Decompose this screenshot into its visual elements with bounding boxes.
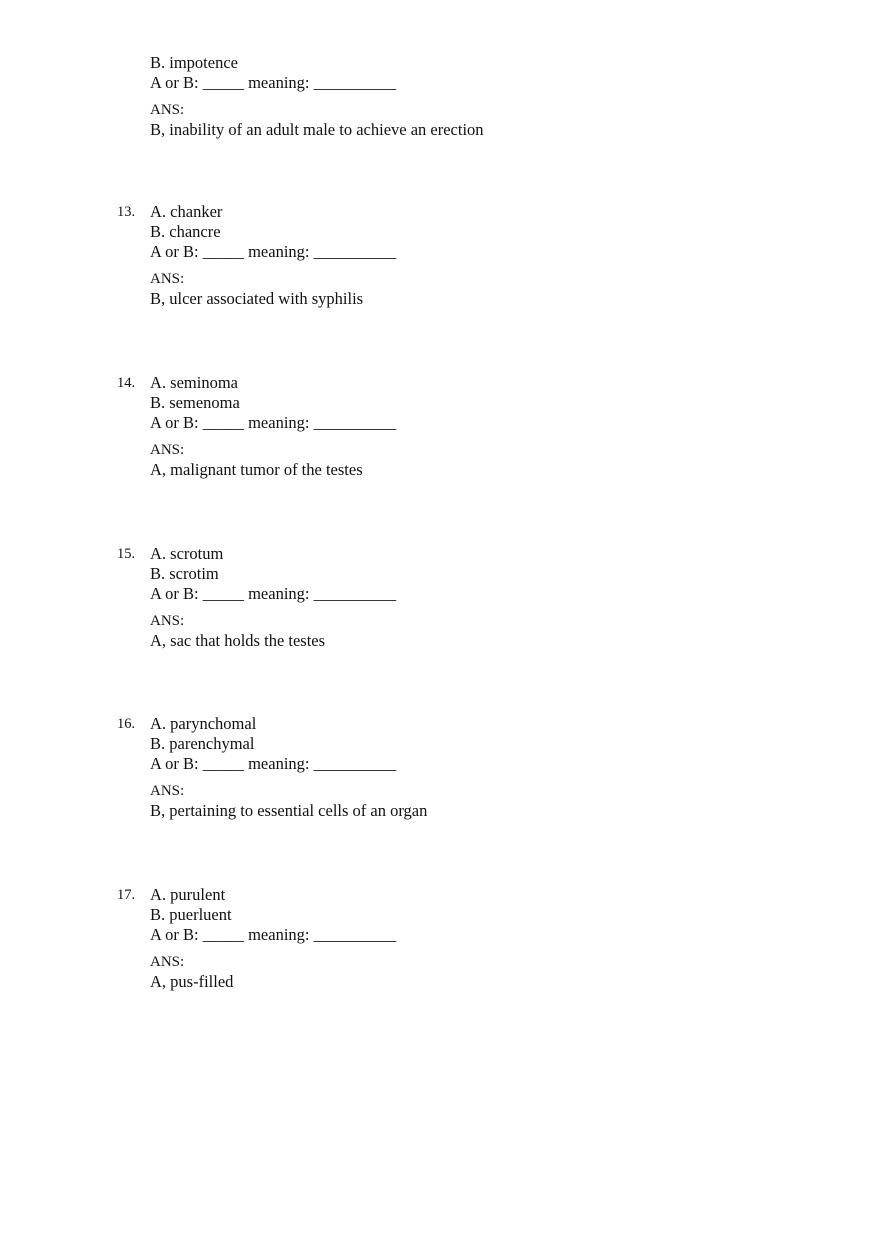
answer-text: B, inability of an adult male to achieve an erection	[150, 120, 484, 139]
answer-prompt: A or B: _____ meaning: __________	[150, 242, 397, 261]
option-b: B. chancre	[150, 222, 221, 241]
question-number: 13.	[117, 204, 136, 220]
answer-text: B, ulcer associated with syphilis	[150, 289, 364, 308]
ans-label: ANS:	[150, 102, 185, 118]
option-a: A. chanker	[150, 202, 223, 221]
option-a: A. scrotum	[150, 544, 224, 563]
question-number: 15.	[117, 546, 136, 562]
option-a: A. seminoma	[150, 373, 238, 392]
answer-text: A, pus-filled	[150, 972, 234, 991]
question-number: 16.	[117, 716, 136, 732]
ans-label: ANS:	[150, 271, 185, 287]
option-b: B. scrotim	[150, 564, 219, 583]
answer-prompt: A or B: _____ meaning: __________	[150, 73, 397, 92]
answer-text: A, sac that holds the testes	[150, 631, 326, 650]
answer-prompt: A or B: _____ meaning: __________	[150, 584, 397, 603]
answer-text: A, malignant tumor of the testes	[150, 460, 363, 479]
option-b: B. semenoma	[150, 393, 240, 412]
ans-label: ANS:	[150, 613, 185, 629]
option-a: A. purulent	[150, 885, 226, 904]
answer-prompt: A or B: _____ meaning: __________	[150, 925, 397, 944]
question-number: 14.	[117, 375, 136, 391]
question-number: 17.	[117, 887, 136, 903]
ans-label: ANS:	[150, 783, 185, 799]
answer-prompt: A or B: _____ meaning: __________	[150, 413, 397, 432]
option-b: B. parenchymal	[150, 734, 255, 753]
answer-text: B, pertaining to essential cells of an organ	[150, 801, 428, 820]
option-b: B. puerluent	[150, 905, 232, 924]
ans-label: ANS:	[150, 954, 185, 970]
option-b: B. impotence	[150, 53, 238, 72]
option-a: A. parynchomal	[150, 714, 257, 733]
ans-label: ANS:	[150, 442, 185, 458]
answer-prompt: A or B: _____ meaning: __________	[150, 754, 397, 773]
